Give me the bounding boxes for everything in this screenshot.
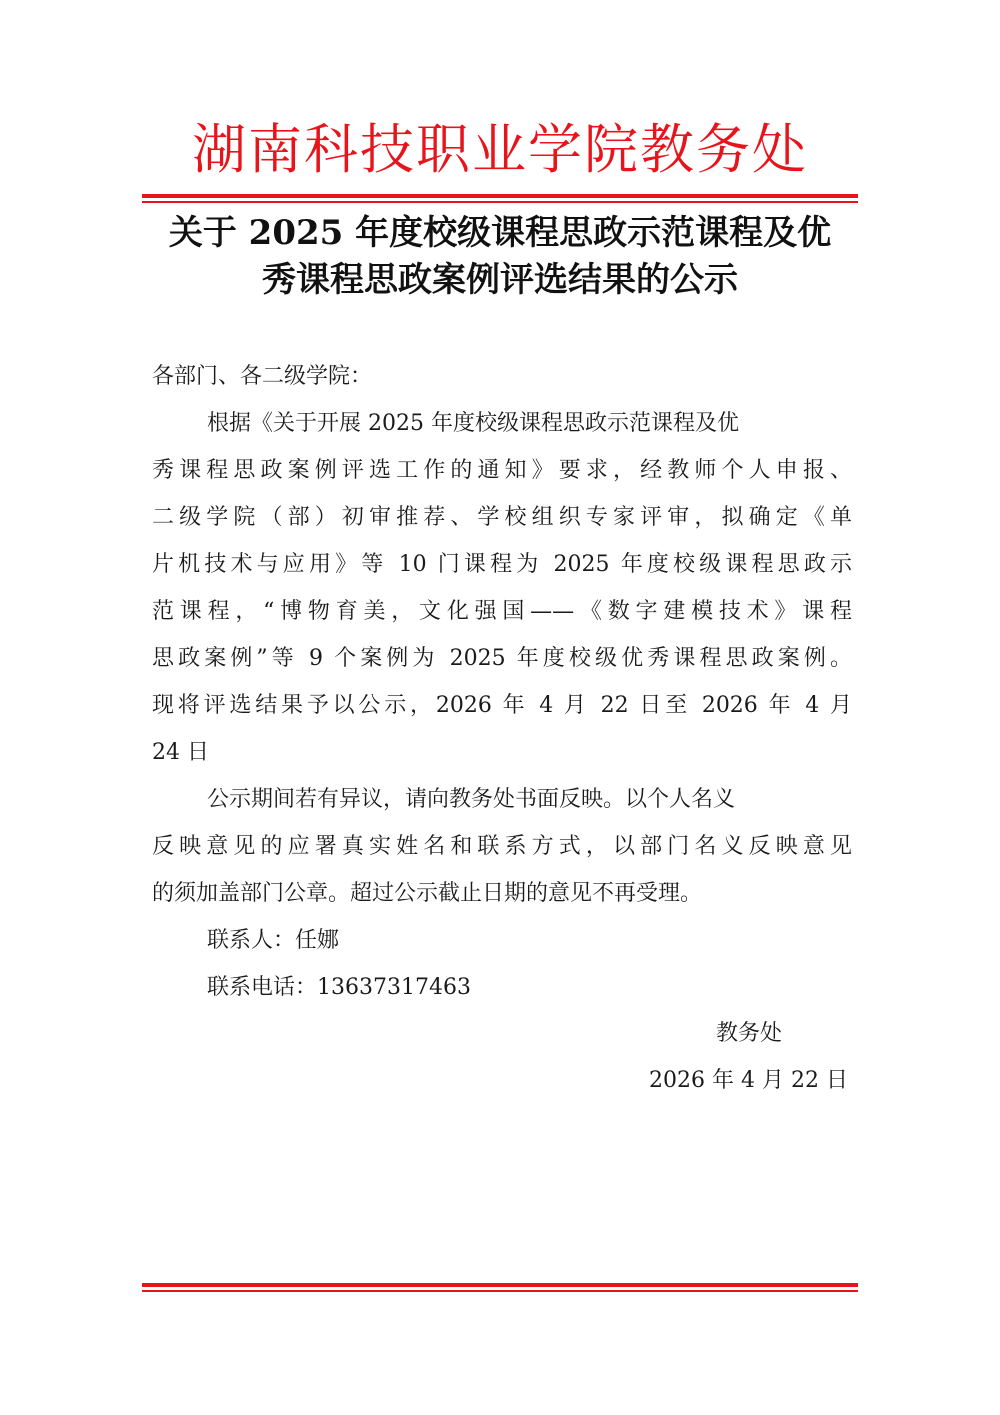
paragraph-line: 范课程，“博物育美，文化强国——《数字建模技术》课程 — [152, 599, 852, 624]
paragraph-line: 公示期间若有异议，请向教务处书面反映。以个人名义 — [207, 787, 736, 812]
divider-thin-line — [142, 201, 858, 203]
paragraph-line: 片机技术与应用》等 10 门课程为 2025 年度校级课程思政示 — [152, 552, 852, 577]
notice-title — [140, 210, 860, 304]
paragraph-line: 根据《关于开展 2025 年度校级课程思政示范课程及优 — [207, 411, 739, 436]
contact-person: 联系人：任娜 — [207, 928, 340, 953]
salutation: 各部门、各二级学院： — [152, 364, 373, 389]
footer-divider — [142, 1283, 858, 1292]
letterhead-org-name: 湖南科技职业学院教务处 — [192, 118, 808, 181]
signature-department: 教务处 — [716, 1021, 783, 1046]
paragraph-line: 秀课程思政案例评选工作的通知》要求，经教师个人申报、 — [152, 458, 852, 483]
signature-date: 2026 年 4 月 22 日 — [649, 1068, 848, 1093]
notice-title-line-1: 关于 2025 年度校级课程思政示范课程及优 — [168, 213, 832, 253]
paragraph-objections — [152, 776, 852, 917]
paragraph-line: 反映意见的应署真实姓名和联系方式，以部门名义反映意见 — [152, 834, 852, 859]
divider-thick-line — [142, 194, 858, 198]
notice-title-line-2: 秀课程思政案例评选结果的公示 — [262, 260, 738, 300]
divider-thin-line — [142, 1290, 858, 1292]
paragraph-line: 二级学院（部）初审推荐、学校组织专家评审，拟确定《单 — [152, 505, 852, 530]
paragraph-line: 的须加盖部门公章。超过公示截止日期的意见不再受理。 — [152, 881, 703, 906]
paragraph-line: 现将评选结果予以公示，2026 年 4 月 22 日至 2026 年 4 月 — [152, 693, 852, 718]
notice-body — [152, 353, 852, 1011]
paragraph-line: 思政案例”等 9 个案例为 2025 年度校级优秀课程思政案例。 — [152, 646, 852, 671]
divider-thick-line — [142, 1283, 858, 1287]
paragraph-announcement — [152, 400, 852, 776]
letterhead-divider — [142, 194, 858, 203]
paragraph-line: 24 日 — [152, 740, 209, 765]
contact-phone: 联系电话：13637317463 — [207, 975, 471, 1000]
